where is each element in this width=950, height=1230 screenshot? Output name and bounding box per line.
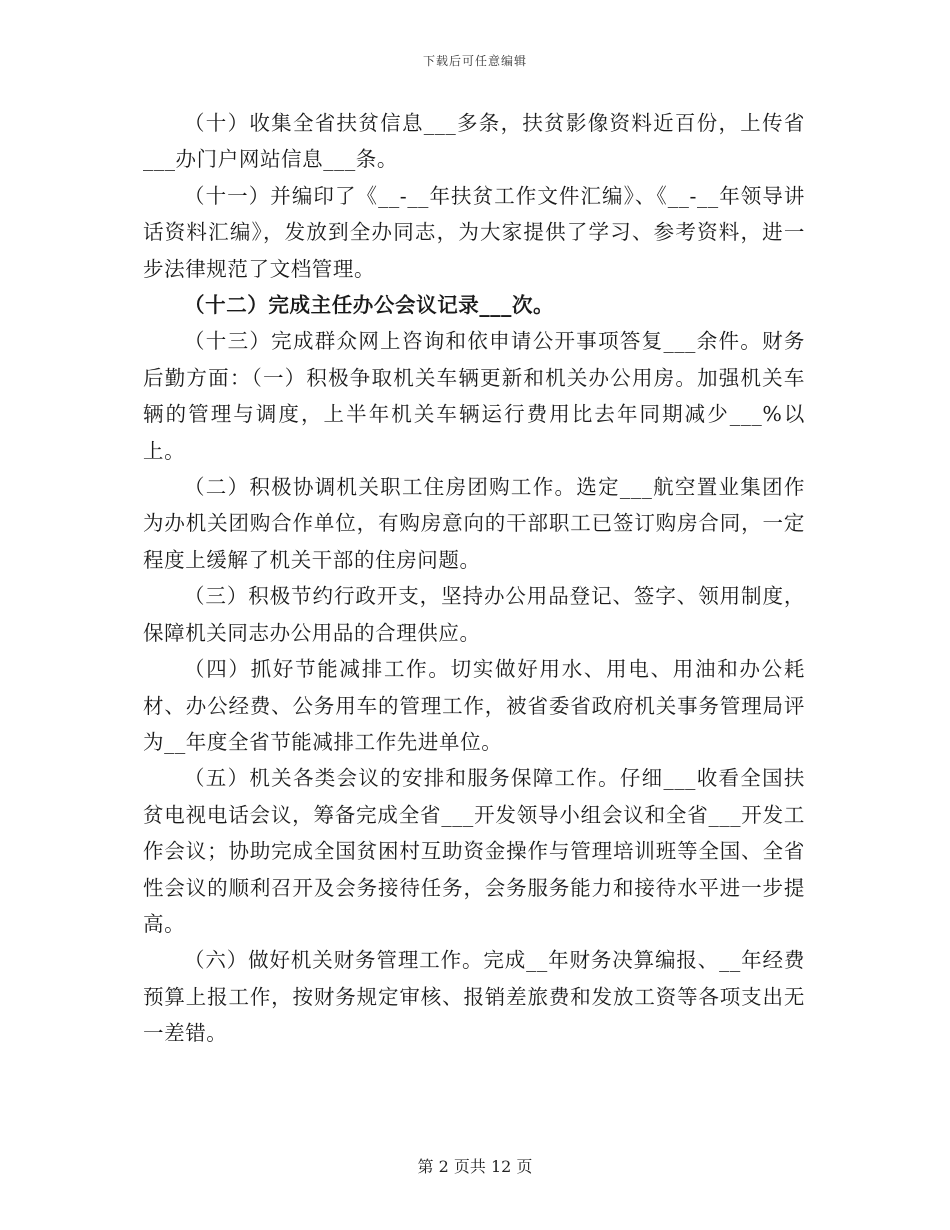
document-body <box>143 105 805 1052</box>
paragraph-logistics-5: （五）机关各类会议的安排和服务保障工作。仔细___收看全国扶贫电视电话会议，筹备完成全省___开发领导小组会议和全省___开发工作会议；协助完成全国贫困村互助资金操作与管理培训班等全国、全省性会议的顺利召开及会务接待任务，会务服务能力和接待水平进一步提高。 <box>143 766 805 936</box>
paragraph-logistics-4: （四）抓好节能减排工作。切实做好用水、用电、用油和办公耗材、办公经费、公务用车的管理工作，被省委省政府机关事务管理局评为__年度全省节能减排工作先进单位。 <box>143 657 805 754</box>
page-header: 下载后可任意编辑 <box>422 54 527 68</box>
paragraph-12: （十二）完成主任办公会议记录___次。 <box>184 293 555 318</box>
paragraph-11: （十一）并编印了《__-__年扶贫工作文件汇编》、《__-__年领导讲话资料汇编》，发放到全办同志，为大家提供了学习、参考资料，进一步法律规范了文档管理。 <box>143 183 805 281</box>
paragraph-logistics-3: （三）积极节约行政开支，坚持办公用品登记、签字、领用制度，保障机关同志办公用品的合理供应。 <box>143 584 805 645</box>
paragraph-10: （十）收集全省扶贫信息___多条，扶贫影像资料近百份，上传省___办门户网站信息___条。 <box>143 111 805 172</box>
page-number: 第 2 页共 12 页 <box>417 1157 533 1176</box>
paragraph-logistics-2: （二）积极协调机关职工住房团购工作。选定___航空置业集团作为办机关团购合作单位，有购房意向的干部职工已签订购房合同，一定程度上缓解了机关干部的住房问题。 <box>143 475 805 572</box>
paragraph-13: （十三）完成群众网上咨询和依申请公开事项答复___余件。财务后勤方面：（一）积极争取机关车辆更新和机关办公用房。加强机关车辆的管理与调度，上半年机关车辆运行费用比去年同期减少___%以上。 <box>143 329 805 463</box>
paragraph-logistics-6: （六）做好机关财务管理工作。完成__年财务决算编报、__年经费预算上报工作，按财务规定审核、报销差旅费和发放工资等各项支出无一差错。 <box>143 948 805 1046</box>
